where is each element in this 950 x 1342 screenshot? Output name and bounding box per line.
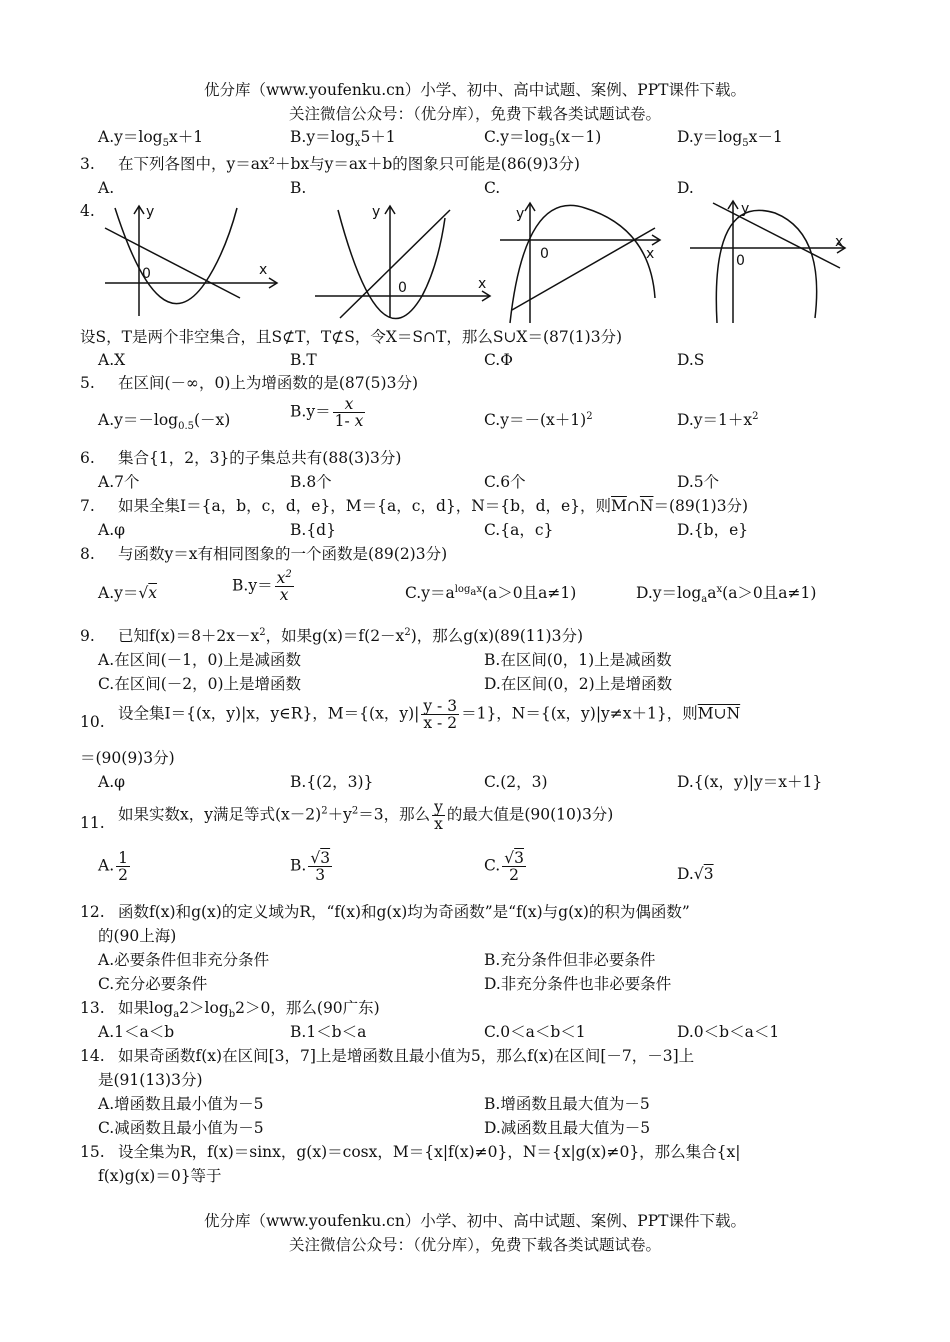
q3-number: 3. (80, 155, 95, 173)
q10-stem: 设全集I＝{(x，y)|x，y∈R}，M＝{(x，y)| $\frac{y - 3}{x - 2}$ ＝1}，N＝{(x，y)|y≠x＋1}，则M∪N (118, 697, 741, 732)
graph-d (685, 198, 860, 328)
q14-option-d: D.减函数且最大值为－5 (484, 1119, 651, 1137)
q7-number: 7. (80, 497, 95, 515)
q12-option-b: B.充分条件但非必要条件 (484, 951, 656, 969)
q15-stem: 设全集为R，f(x)＝sinx，g(x)＝cosx，M＝{x|f(x)≠0}，N＝{x|g(x)≠0}，那么集合{x| (118, 1143, 741, 1161)
graph-d-x-label: x (835, 234, 844, 250)
q14-option-c: C.减函数且最小值为－5 (98, 1119, 264, 1137)
q5-option-b: B.y＝ $\frac{x}{1- x}$ (290, 395, 364, 430)
q6-number: 6. (80, 449, 95, 467)
graph-a-line (105, 228, 240, 298)
graph-c-x-label: x (646, 246, 655, 262)
graph-c-origin: 0 (540, 246, 549, 262)
q12-option-a: A.必要条件但非充分条件 (98, 951, 270, 969)
q7-option-a: A.φ (98, 521, 125, 539)
graph-b-y-label: y (372, 204, 381, 220)
q3-option-c: C. (484, 179, 501, 197)
q11-number: 11. (80, 814, 105, 832)
header-line-1: 优分库（www.youfenku.cn）小学、初中、高中试题、案例、PPT课件下载。 (203, 81, 747, 99)
graph-a (95, 198, 285, 323)
q15-line2: f(x)g(x)＝0}等于 (98, 1167, 222, 1185)
q6-option-c: C.6个 (484, 473, 526, 491)
q11-option-a: A. $\frac{1}{2}$ (98, 849, 128, 884)
q13-option-d: D.0＜b＜a＜1 (677, 1023, 780, 1041)
q7-stem: 如果全集I＝{a，b，c，d，e}，M＝{a，c，d}，N＝{b，d，e}，则$\overline{M}\cap\overline{N}=(89(1)3$分) (118, 497, 749, 515)
q13-option-c: C.0＜a＜b＜1 (484, 1023, 586, 1041)
q6-option-d: D.5个 (677, 473, 720, 491)
q3-option-b: B. (290, 179, 307, 197)
q11-option-b: B. $\frac{√3}{3}$ (290, 849, 331, 884)
q5-option-d: $D.y=1+x^2$ (677, 410, 759, 429)
q9-option-d: D.在区间(0，2)上是增函数 (484, 675, 673, 693)
q5-stem: 在区间(－∞，0)上为增函数的是(87(5)3分) (118, 374, 419, 392)
q11-stem: 如果实数x，y满足等式$(x-2)^2+y^2=3$，那么 $\frac{y}{x}$ 的最大值是(90(10)3分) (118, 798, 614, 833)
q4-number: 4. (80, 202, 95, 220)
q5-option-a: $A.y=-\log_{0.5}(-x)$ (98, 411, 231, 433)
q8-option-a: A.y＝√x (98, 584, 158, 602)
q12-option-d: D.非充分条件也非必要条件 (484, 975, 672, 993)
q13-option-a: A.1＜a＜b (98, 1023, 175, 1041)
q10-option-c: C.(2，3) (484, 773, 548, 791)
graph-b-line (340, 210, 450, 318)
q8-option-b: B.y＝ $\frac{x^2}{x}$ (232, 568, 292, 604)
q4-option-d: D.S (677, 351, 705, 369)
q4-option-a: A.X (98, 351, 126, 369)
q2-option-c: $C.y=\log_5(x-1)$ (484, 128, 602, 150)
graph-b-parabola (338, 210, 445, 319)
graph-d-origin: 0 (736, 253, 745, 269)
q6-option-b: B.8个 (290, 473, 332, 491)
q12-stem: 函数f(x)和g(x)的定义域为R，“f(x)和g(x)均为奇函数”是“f(x)与g(x)的积为偶函数” (118, 903, 690, 921)
q7-option-c: C.{a，c} (484, 521, 554, 539)
q3-stem: 在下列各图中，y＝ax²＋bx与y＝ax＋b的图象只可能是(86(9)3分) (118, 155, 580, 173)
graph-c (500, 198, 675, 328)
q9-option-c: C.在区间(－2，0)上是增函数 (98, 675, 302, 693)
graph-d-y-label: y (741, 201, 750, 217)
q8-option-d: $D.y=\log_aa^x(a>0$且a≠1) (636, 583, 817, 606)
q3-option-a: A. (98, 179, 115, 197)
footer-line-2: 关注微信公众号：（优分库），免费下载各类试题试卷。 (288, 1236, 661, 1254)
q12-number: 12. (80, 903, 105, 921)
q2-option-a: $A.y=\log_5x+1$ (98, 128, 204, 150)
q2-option-d: $D.y=\log_5x-1$ (677, 128, 783, 150)
graph-b (310, 198, 500, 323)
q12-option-c: C.充分必要条件 (98, 975, 208, 993)
q5-option-c: $C.y=-(x+1)^2$ (484, 410, 593, 429)
q9-option-b: B.在区间(0，1)上是减函数 (484, 651, 672, 669)
q9-stem: 已知$f(x)=8+2x-x^2$，如果$g(x)=f(2-x^2)$，那么g(x)(89(11)3分) (118, 626, 583, 645)
q7-option-d: D.{b，e} (677, 521, 749, 539)
q13-stem: 如果$\log_a2>\log_b2>0$，那么(90广东) (118, 999, 380, 1021)
graph-d-line (713, 203, 840, 268)
q4-option-b: B.T (290, 351, 317, 369)
graph-b-origin: 0 (398, 280, 407, 296)
graph-a-parabola (115, 208, 237, 304)
q13-number: 13. (80, 999, 105, 1017)
q10-option-a: A.φ (98, 773, 125, 791)
q2-option-b: $B.y=\log_x5+1$ (290, 128, 396, 150)
graph-b-x-label: x (478, 276, 487, 292)
q5-number: 5. (80, 374, 95, 392)
q7-option-b: B.{d} (290, 521, 336, 539)
q8-option-c: $C.y=a^{log_ax}(a>0$且a≠1) (405, 583, 577, 602)
q14-stem: 如果奇函数f(x)在区间[3，7]上是增函数且最小值为5，那么f(x)在区间[－7，－3]上 (118, 1047, 695, 1065)
q6-stem: 集合{1，2，3}的子集总共有(88(3)3分) (118, 449, 402, 467)
q14-number: 14. (80, 1047, 105, 1065)
q8-stem: 与函数y＝x有相同图象的一个函数是(89(2)3分) (118, 545, 448, 563)
q10-line2: ＝(90(9)3分) (80, 749, 175, 767)
graph-d-parabola (716, 210, 816, 323)
q14-option-b: B.增函数且最大值为－5 (484, 1095, 650, 1113)
graph-c-y-label: y (516, 206, 525, 222)
graph-a-y-label: y (146, 204, 155, 220)
q15-number: 15. (80, 1143, 105, 1161)
q3-option-d: D. (677, 179, 694, 197)
graph-a-x-label: x (259, 262, 268, 278)
q14-line2: 是(91(13)3分) (98, 1071, 203, 1089)
q13-option-b: B.1＜b＜a (290, 1023, 367, 1041)
q8-number: 8. (80, 545, 95, 563)
footer-line-1: 优分库（www.youfenku.cn）小学、初中、高中试题、案例、PPT课件下载。 (203, 1212, 747, 1230)
q10-option-b: B.{(2，3)} (290, 773, 374, 791)
q14-option-a: A.增函数且最小值为－5 (98, 1095, 264, 1113)
q9-option-a: A.在区间(－1，0)上是减函数 (98, 651, 301, 669)
q4-option-c: C.Φ (484, 351, 513, 369)
q11-option-c: C. $\frac{√3}{2}$ (484, 849, 524, 884)
header-line-2: 关注微信公众号：（优分库），免费下载各类试题试卷。 (288, 105, 661, 123)
q4-stem: 设S，T是两个非空集合，且S⊄T，T⊄S，令X＝S∩T，那么S∪X＝(87(1)3分) (80, 328, 623, 346)
graph-a-origin: 0 (142, 266, 151, 282)
q9-number: 9. (80, 627, 95, 645)
q6-option-a: A.7个 (98, 473, 140, 491)
q10-option-d: D.{(x，y)|y＝x＋1} (677, 773, 823, 791)
q10-number: 10. (80, 713, 105, 731)
graph-c-parabola (510, 205, 655, 323)
q11-option-d: D.√3 (677, 865, 714, 883)
q12-line2: 的(90上海) (98, 927, 177, 945)
